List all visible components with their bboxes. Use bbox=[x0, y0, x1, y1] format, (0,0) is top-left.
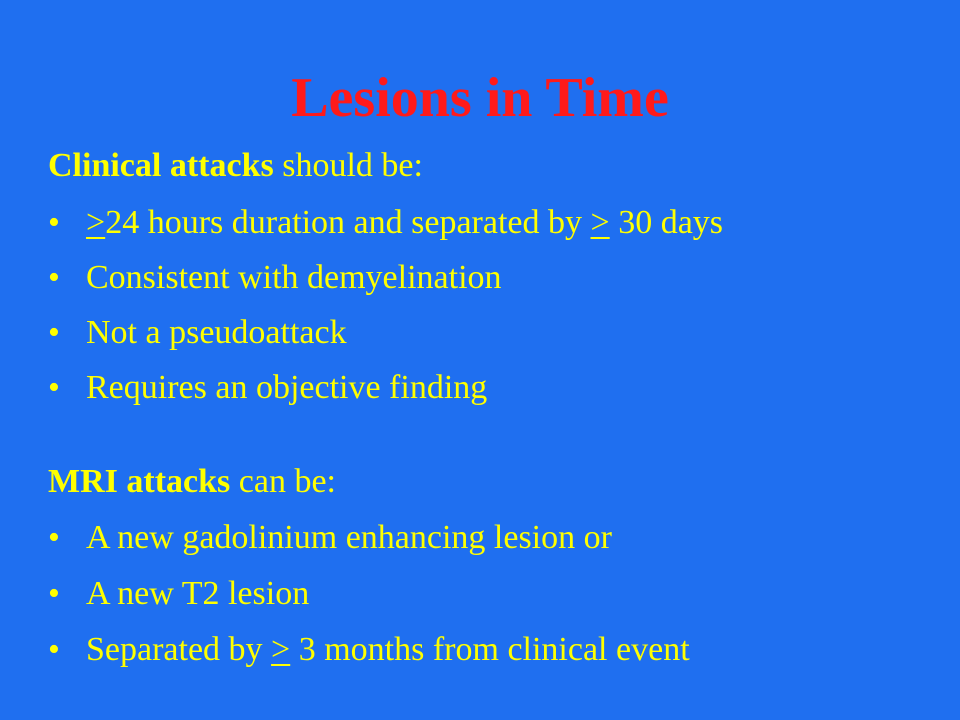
bullet-dot: • bbox=[48, 204, 60, 241]
ge-symbol: > bbox=[271, 631, 291, 668]
mri-attacks-suffix: can be: bbox=[230, 463, 336, 500]
slide-title: Lesions in Time bbox=[291, 67, 669, 129]
mri-bullet-separated bbox=[48, 630, 690, 670]
bullet-text: 24 hours duration and separated by bbox=[105, 204, 591, 241]
bullet-dot: • bbox=[48, 314, 60, 351]
bullet-text: Requires an objective finding bbox=[86, 369, 488, 406]
bullet-dot: • bbox=[48, 259, 60, 296]
clinical-bullet-objective-finding bbox=[48, 368, 487, 408]
clinical-bullet-demyelination bbox=[48, 258, 502, 298]
bullet-text: Not a pseudoattack bbox=[86, 314, 347, 351]
bullet-text: A new gadolinium enhancing lesion or bbox=[86, 519, 612, 556]
clinical-attacks-suffix: should be: bbox=[273, 147, 423, 184]
ge-symbol: > bbox=[86, 204, 106, 241]
mri-bullet-gadolinium bbox=[48, 518, 612, 558]
bullet-text: 3 months from clinical event bbox=[290, 631, 690, 668]
bullet-dot: • bbox=[48, 631, 60, 668]
clinical-bullet-duration bbox=[48, 203, 723, 243]
bullet-dot: • bbox=[48, 519, 60, 556]
bullet-text: A new T2 lesion bbox=[86, 575, 310, 612]
mri-bullet-t2-lesion bbox=[48, 574, 309, 614]
clinical-attacks-heading bbox=[48, 146, 423, 186]
bullet-text: 30 days bbox=[609, 204, 724, 241]
bullet-text: Consistent with demyelination bbox=[86, 259, 502, 296]
mri-attacks-label: MRI attacks bbox=[48, 463, 231, 500]
bullet-dot: • bbox=[48, 369, 60, 406]
bullet-dot: • bbox=[48, 575, 60, 612]
clinical-attacks-label: Clinical attacks bbox=[48, 147, 274, 184]
clinical-bullet-pseudoattack bbox=[48, 313, 347, 353]
ge-symbol: > bbox=[590, 204, 610, 241]
mri-attacks-heading bbox=[48, 462, 336, 502]
bullet-text: Separated by bbox=[86, 631, 272, 668]
